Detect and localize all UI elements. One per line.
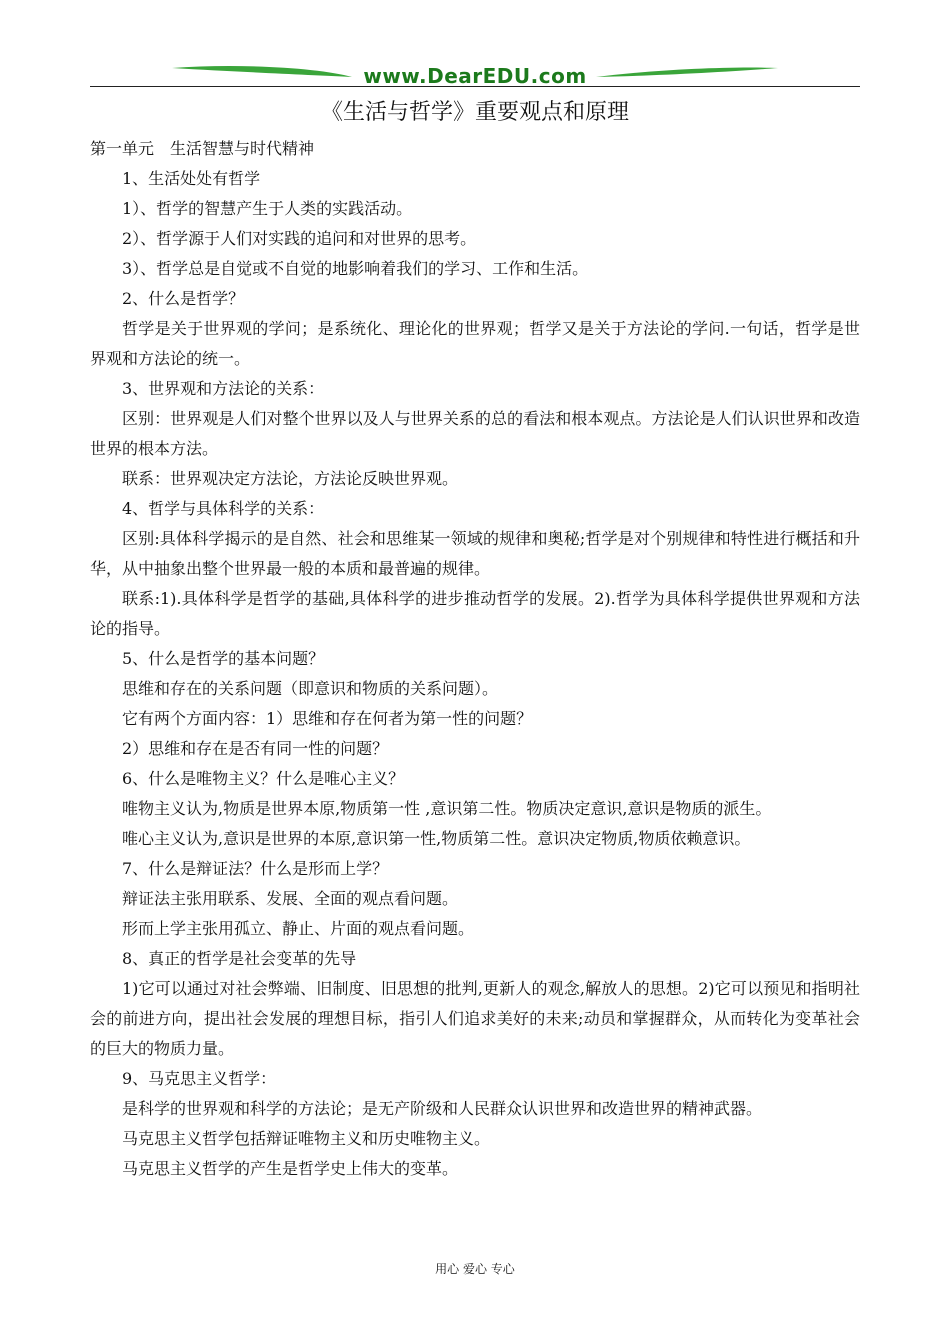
paragraph: 9、马克思主义哲学： xyxy=(122,1069,277,1088)
paragraph: 1)它可以通过对社会弊端、旧制度、旧思想的批判,更新人的观念,解放人的思想。2)它可以预见和指明社会的前进方向，提出社会发展的理想目标，指引人们追求美好的未来;动员和掌握群众，从而转化为变革社会的巨大的物质力量。 xyxy=(90,979,860,1058)
paragraph: 7、什么是辩证法？什么是形而上学？ xyxy=(122,859,389,878)
paragraph: 是科学的世界观和科学的方法论；是无产阶级和人民群众认识世界和改造世界的精神武器。 xyxy=(122,1099,763,1118)
document-title: 《生活与哲学》重要观点和原理 xyxy=(320,100,629,125)
paragraph: 区别:具体科学揭示的是自然、社会和思维某一领域的规律和奥秘;哲学是对个别规律和特性进行概括和升华，从中抽象出整个世界最一般的本质和最普遍的规律。 xyxy=(90,529,860,578)
site-url[interactable]: www.DearEDU.com xyxy=(363,64,587,88)
header-divider xyxy=(90,86,860,87)
paragraph: 5、什么是哲学的基本问题？ xyxy=(122,649,325,668)
paragraph: 2）思维和存在是否有同一性的问题？ xyxy=(122,739,389,758)
paragraph: 哲学是关于世界观的学问；是系统化、理论化的世界观；哲学又是关于方法论的学问.一句话，哲学是世界观和方法论的统一。 xyxy=(90,319,860,368)
paragraph: 6、什么是唯物主义？什么是唯心主义？ xyxy=(122,769,405,788)
section-heading: 第一单元 生活智慧与时代精神 xyxy=(90,139,315,158)
paragraph: 联系：世界观决定方法论，方法论反映世界观。 xyxy=(122,469,459,488)
paragraph: 思维和存在的关系问题（即意识和物质的关系问题）。 xyxy=(122,679,499,698)
paragraph: 它有两个方面内容：1）思维和存在何者为第一性的问题？ xyxy=(122,709,533,728)
paragraph: 区别：世界观是人们对整个世界以及人与世界关系的总的看法和根本观点。方法论是人们认识世界和改造世界的根本方法。 xyxy=(90,409,860,458)
paragraph: 2、什么是哲学？ xyxy=(122,289,245,308)
paragraph: 联系:1).具体科学是哲学的基础,具体科学的进步推动哲学的发展。2).哲学为具体科学提供世界观和方法论的指导。 xyxy=(90,589,860,638)
paragraph: 马克思主义哲学的产生是哲学史上伟大的变革。 xyxy=(122,1159,459,1178)
paragraph: 马克思主义哲学包括辩证唯物主义和历史唯物主义。 xyxy=(122,1129,491,1148)
document-body xyxy=(90,134,860,1184)
paragraph: 3、世界观和方法论的关系： xyxy=(122,379,325,398)
page-footer: 用心 爱心 专心 xyxy=(435,1262,515,1276)
paragraph: 8、真正的哲学是社会变革的先导 xyxy=(122,949,357,968)
paragraph: 形而上学主张用孤立、静止、片面的观点看问题。 xyxy=(122,919,475,938)
paragraph: 1、生活处处有哲学 xyxy=(122,169,261,188)
paragraph: 唯心主义认为,意识是世界的本原,意识第一性,物质第二性。意识决定物质,物质依赖意识。 xyxy=(122,829,751,848)
paragraph: 2）、哲学源于人们对实践的追问和对世界的思考。 xyxy=(122,229,477,248)
paragraph: 1）、哲学的智慧产生于人类的实践活动。 xyxy=(122,199,413,218)
paragraph: 3）、哲学总是自觉或不自觉的地影响着我们的学习、工作和生活。 xyxy=(122,259,589,278)
paragraph: 辩证法主张用联系、发展、全面的观点看问题。 xyxy=(122,889,459,908)
paragraph: 唯物主义认为,物质是世界本原,物质第一性 ,意识第二性。物质决定意识,意识是物质的派生。 xyxy=(122,799,772,818)
paragraph: 4、哲学与具体科学的关系： xyxy=(122,499,325,518)
